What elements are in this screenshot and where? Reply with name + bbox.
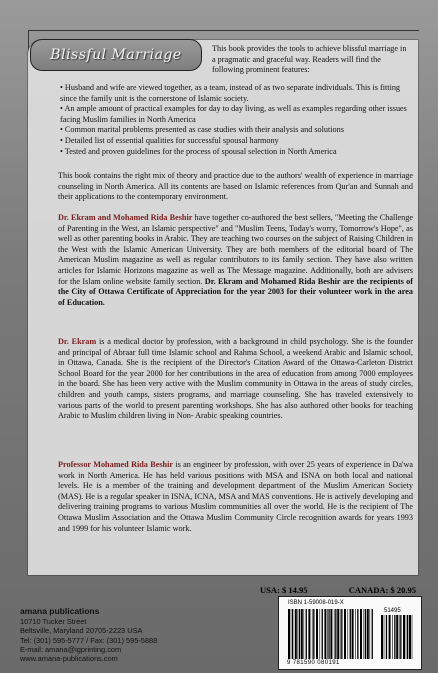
publisher-website: www.amana-publications.com: [20, 654, 118, 664]
publisher-email: E-mail: amana@igprinting.com: [20, 644, 122, 654]
mohamed-name: Professor Mohamed Rida Beshir: [58, 460, 173, 469]
authors-body: have together co-authored the best sellers, "Meeting the Challenge of Parenting in the West, an Islamic perspective" and "Muslim Teens, Today's worry, Tomorrow's Hope", as well as other parenting books in Arabic. They are teaching two courses on the subject of Raising Children in the West with the Islamic American University. They are both members of the editorial board of The American Muslim magazine as well as regular contributors to its family section. They have also written articles for Islamic Horizons magazine as well as The Message magazine. Additionally, both are advisers for the Islam online website family section.: [58, 213, 413, 286]
authors-award: Dr. Ekram and Mohamed Rida Beshir are the recipients of the City of Ottawa Certificate of Appreciation for the year 2003 for their volunteer work in the area of Education.: [58, 276, 413, 307]
mohamed-body: is an engineer by profession, with over 25 years of experience in Da'wa work in North America. He has held various positions with MSA and ISNA on both local and national levels. He is a member of the training and development department of the Muslim American Society (MAS). He is a regular speaker in ISNA, ICNA, MSA and MAS conventions. He is actively developing and delivering training programs to various Muslim communities all over the world. He is the recipient of The Ottawa Muslim Association and the Ottawa Muslim Community Circle recognition awards for years 1993 and 1999 for his volunteer Islamic work.: [58, 460, 413, 533]
authors-paragraph: [58, 213, 413, 308]
intro-text: This book provides the tools to achieve blissful marriage in a pragmatic and graceful way. Readers will find the following prominent features:: [212, 44, 407, 75]
feature-item: • An ample amount of practical examples for day to day living, as well as examples regarding other issues facing Muslim families in North America: [60, 104, 407, 124]
publisher-address: 10710 Tucker Street: [20, 617, 87, 627]
publisher-phone: Tel: (301) 595-5777 / Fax: (301) 595-5888: [20, 635, 158, 645]
isbn-label: ISBN 1-59008-019-X: [288, 600, 344, 606]
barcode-bars-icon: [288, 609, 374, 659]
ekram-body: is a medical doctor by profession, with a background in child psychology. She is the founder and principal of Abraar full time Islamic school and Rahma School, a weekend Arabic and Islamic school, in Ottawa, Canada. She is the recipient of the Director's Citation Award of the Ottawa-Carleton District School Board for the year 2000 for her contributions in the area of education from among 7000 employees in the board. She has been very active with the Muslim community in Ottawa in the areas of study circles, children and youth camps, sisters programs, and marriage counseling. She has traveled extensively to various parts of the world to present parenting workshops. She has also authored other books for teaching Arabic to Muslim children living in Non- Arabic speaking countries.: [58, 337, 413, 421]
addon-bars-icon: [381, 615, 413, 659]
barcode: [278, 596, 422, 670]
publisher-city: Beltsville, Maryland 20705-2223 USA: [20, 626, 143, 636]
barcode-digits: 9 781590 080191: [287, 660, 340, 666]
publisher-info: [20, 607, 220, 663]
price-code: 51495: [384, 608, 401, 614]
ekram-name: Dr. Ekram: [58, 337, 97, 346]
feature-item: • Tested and proven guidelines for the process of spousal selection in North America: [60, 146, 337, 156]
book-title: Blissful Marriage: [50, 47, 182, 63]
feature-list: [60, 83, 410, 157]
price-usa: USA: $ 14.95: [260, 585, 308, 595]
feature-item: • Detailed list of essential qualities for successful spousal harmony: [60, 135, 279, 145]
price-canada: CANADA: $ 20.95: [348, 585, 416, 595]
authors-name: Dr. Ekram and Mohamed Rida Beshir: [58, 213, 193, 222]
summary-paragraph: This book contains the right mix of theory and practice due to the authors' wealth of experience in marriage counseling in North America. All its contents are based on Islamic references from Qur'an and Sunnah and their applications to the contemporary environment.: [58, 171, 413, 202]
feature-item: • Husband and wife are viewed together, as a team, instead of as two separate individuals. This is fitting since the family unit is the cornerstone of Islamic society.: [60, 83, 401, 103]
feature-item: • Common marital problems presented as case studies with their analysis and solutions: [60, 125, 344, 135]
title-badge: [30, 39, 202, 71]
publisher-name: amana publications: [20, 606, 100, 616]
mohamed-paragraph: [58, 460, 413, 534]
ekram-paragraph: [58, 337, 413, 422]
